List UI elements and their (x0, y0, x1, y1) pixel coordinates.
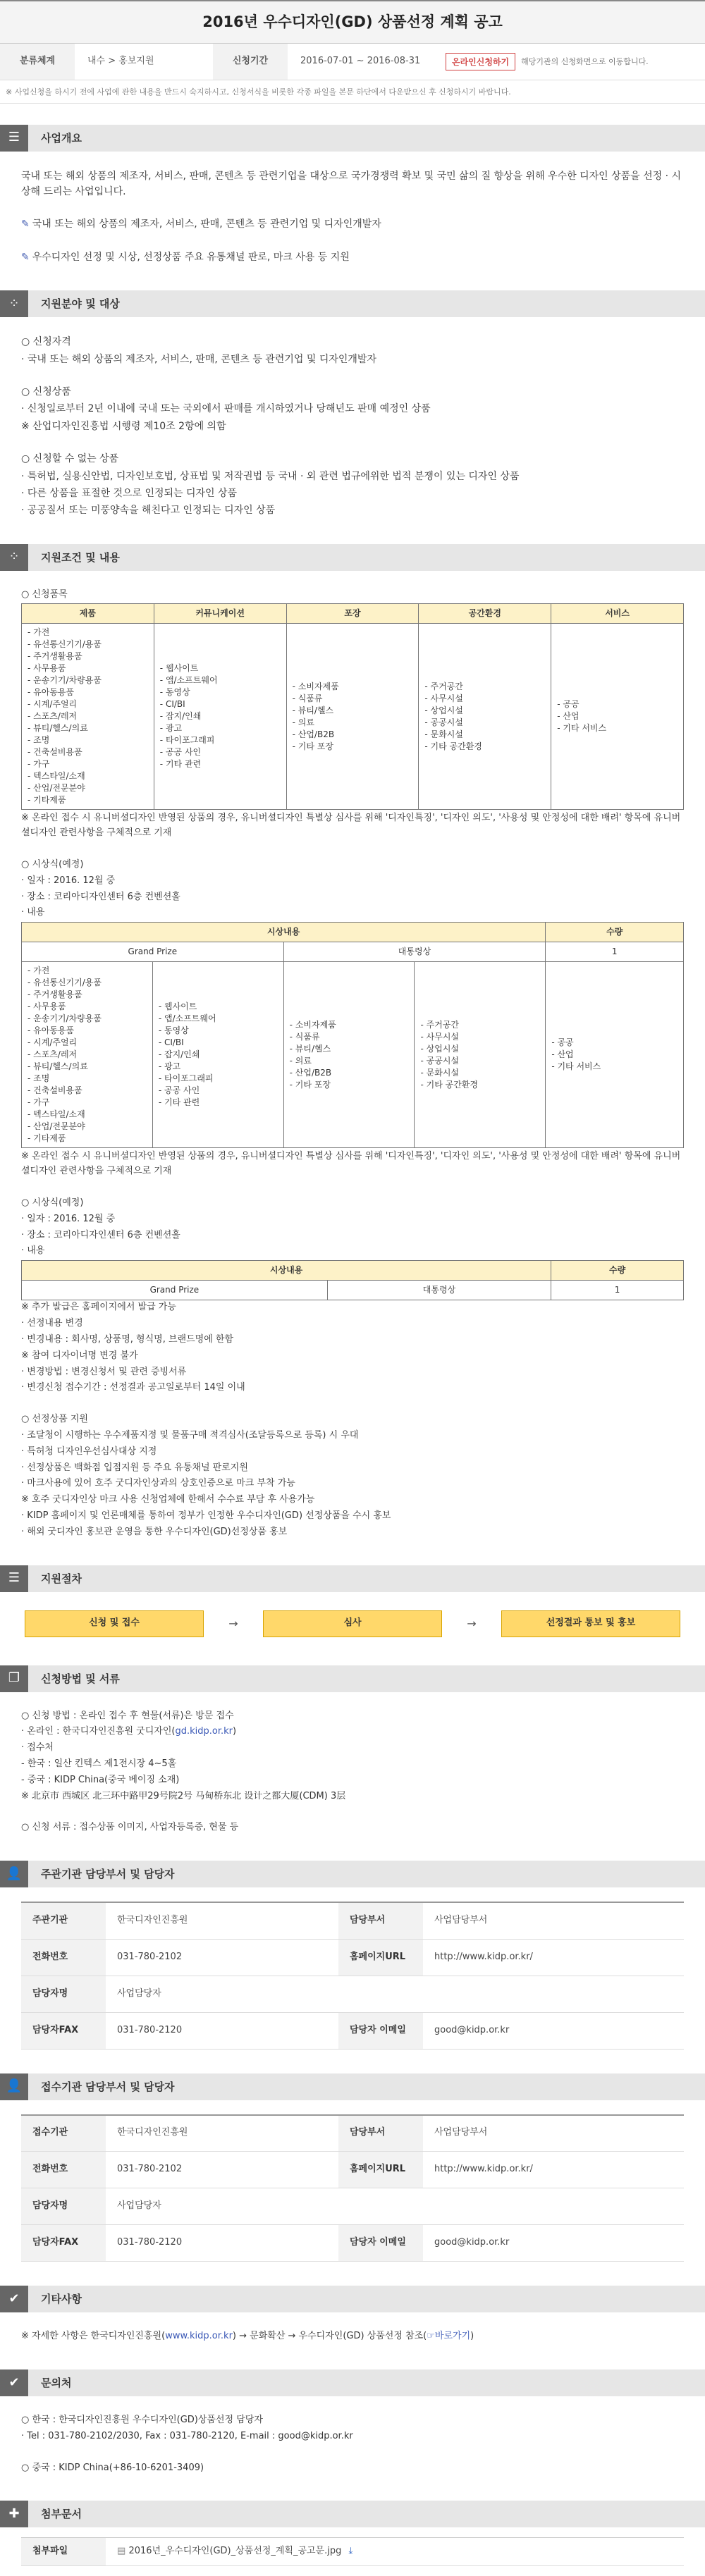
col-space (419, 624, 551, 810)
ux-note: ※ 온라인 접수 시 유니버셜디자인 반영된 상품의 경우, 유니버셜디자인 특별상 심사를 위해 '디자인특징', '디자인 의도', '사용성 및 안정성에 대한 배려' 항목에 유니버셜디자인 관련사항을 구체적으로 기재 (21, 813, 681, 839)
col-product (22, 624, 154, 810)
after-line: ※ 참여 디자이너명 변경 불가 (21, 1350, 138, 1361)
award-cell: 1 (551, 1281, 684, 1300)
items-table (21, 603, 684, 810)
target-line: ○ 신청상품 (21, 386, 71, 398)
list-item: - 주거공간 (424, 681, 463, 691)
target-line: · 공공질서 또는 미풍양속을 해친다고 인정되는 디자인 상품 (21, 505, 276, 517)
list-item: - 산업 (551, 1049, 574, 1060)
list-item: - 기타 포장 (292, 741, 333, 751)
attach-table (21, 2537, 684, 2566)
list-item: - 앱/소프트웨어 (159, 675, 218, 686)
section-title: 문의처 (41, 2376, 72, 2389)
list-item: - 잡지/인쇄 (159, 711, 202, 722)
contact-line: ○ 한국 : 한국디자인진흥원 우수디자인(GD)상품선정 담당자 (21, 2414, 263, 2425)
section-body-target (0, 317, 705, 523)
section-header-attach (0, 2501, 705, 2527)
award-date: · 일자 : 2016. 12월 중 (21, 875, 116, 886)
section-body-etc (0, 2312, 705, 2348)
list-item: - 식품류 (289, 1031, 320, 1042)
agency-value: 사업담당부서 (423, 2115, 684, 2152)
list-item: - 타이포그래피 (159, 735, 215, 746)
table-header: 서비스 (551, 604, 684, 624)
table-header: 포장 (286, 604, 419, 624)
agency-key: 담당자명 (21, 2188, 106, 2225)
agency-value: 031-780-2102 (106, 1939, 338, 1976)
list-item: - 스포츠/레저 (27, 711, 78, 722)
target-line: ○ 신청할 수 없는 상품 (21, 453, 119, 465)
category-value: 내수 > 홍보지원 (87, 56, 154, 67)
section-title: 사업개요 (41, 131, 82, 144)
list-item: - 웹사이트 (159, 663, 199, 674)
award-place: · 장소 : 코리아디자인센터 6층 컨벤션홀 (21, 1229, 180, 1240)
col-space (415, 962, 546, 1148)
award-content: · 내용 (21, 1245, 45, 1257)
award-cell: Grand Prize (22, 942, 284, 962)
support-line: · 선정상품은 백화점 입점지원 등 주요 유통채널 판로지원 (21, 1462, 248, 1473)
list-item: - 주거공간 (420, 1019, 459, 1030)
list-item: - 운송기기/차량용품 (27, 675, 102, 686)
after-line: · 변경신청 접수기간 : 선정결과 공고일로부터 14일 이내 (21, 1382, 245, 1393)
pencil-icon: ✎ (21, 218, 30, 230)
list-item: - 공공 (557, 699, 580, 710)
support-line: · 마크사용에 있어 호주 굿디자인상과의 상호인증으로 마크 부착 가능 (21, 1478, 295, 1489)
apply-online-button[interactable]: 온라인신청하기 (446, 53, 515, 70)
list-item: - 소비자제품 (289, 1019, 336, 1030)
list-item: - 공공 사인 (158, 1085, 200, 1096)
agency-key: 홈페이지URL (338, 1939, 423, 1976)
list-item: - 기타 포장 (289, 1079, 331, 1090)
list-item: - 주거생활용품 (27, 990, 82, 1000)
procedure-step: 선정결과 통보 및 홍보 (501, 1610, 680, 1637)
agency-value: 031-780-2102 (106, 2152, 338, 2188)
ux-note: ※ 온라인 접수 시 유니버셜디자인 반영된 상품의 경우, 유니버셜디자인 특별상 심사를 위해 '디자인특징', '디자인 의도', '사용성 및 안정성에 대한 배려' 항목에 유니버셜디자인 관련사항을 구체적으로 기재 (21, 1151, 681, 1177)
agency-value: http://www.kidp.or.kr/ (423, 2152, 684, 2188)
list-item: - 시계/주얼리 (27, 699, 78, 710)
list-item: - 건축설비용품 (27, 1085, 82, 1096)
list-item: - 산업 (557, 711, 580, 722)
section-body-method (0, 1692, 705, 1840)
col-service (551, 624, 684, 810)
agency-value: 031-780-2120 (106, 2225, 338, 2262)
agency-table (21, 2114, 684, 2262)
attach-key: 첨부파일 (21, 2538, 106, 2566)
award-place: · 장소 : 코리아디자인센터 6층 컨벤션홀 (21, 891, 180, 902)
agency-key: 홈페이지URL (338, 2152, 423, 2188)
list-item: - 기타 공간환경 (420, 1079, 478, 1090)
list-item: - 기타제품 (27, 1133, 66, 1144)
list-item: - 조명 (27, 735, 50, 746)
list-item: - CI/BI (159, 699, 185, 710)
overview-point: ✎ 국내 또는 해외 상품의 제조자, 서비스, 판매, 콘텐츠 등 관련기업 및 디자인개발자 (21, 218, 381, 230)
col-communication (154, 624, 286, 810)
method-line: - 중국 : KIDP China(중국 베이징 소재) (21, 1774, 180, 1785)
list-item: - 뷰티/헬스 (292, 705, 334, 715)
list-item: - 뷰티/헬스 (289, 1043, 331, 1054)
agency-value: http://www.kidp.or.kr/ (423, 1939, 684, 1976)
check-icon: ✔ (0, 2369, 28, 2396)
method-line: ○ 신청 방법 : 온라인 접수 후 현물(서류)은 방문 접수 (21, 1710, 234, 1721)
award-label: ○ 시상식(예정) (21, 1197, 84, 1209)
section-header-etc (0, 2286, 705, 2312)
method-line: · 접수처 (21, 1742, 54, 1754)
list-item: - 광고 (159, 723, 183, 734)
target-line: · 특허법, 실용신안법, 디자인보호법, 상표법 및 저작권법 등 국내 · 외 관련 법규에위한 법적 분쟁이 있는 디자인 상품 (21, 470, 520, 482)
list-item: - 타이포그래피 (158, 1073, 214, 1084)
section-title: 지원조건 및 내용 (41, 550, 120, 564)
award-table (21, 922, 684, 1148)
page-title: 2016년 우수디자인(GD) 상품선정 계획 공고 (0, 0, 705, 44)
list-item: - 기타제품 (27, 795, 66, 806)
table-header: 제품 (22, 604, 154, 624)
after-line: · 선정내용 변경 (21, 1318, 83, 1329)
list-item: - 사무시설 (420, 1031, 459, 1042)
method-line: · 온라인 : 한국디자인진흥원 굿디자인(gd.kidp.or.kr) (21, 1726, 237, 1737)
procedure-step: 심사 (263, 1610, 442, 1637)
section-body-contact (0, 2396, 705, 2479)
table-header: 시상내용 (22, 1261, 551, 1281)
download-icon[interactable]: ⤓ (348, 2546, 353, 2557)
section-title: 첨부문서 (41, 2508, 82, 2521)
list-item: - 동영상 (158, 1025, 189, 1036)
list-item: - 공공 (551, 1037, 574, 1048)
info-row (0, 44, 705, 80)
list-item: - 뷰티/헬스/의료 (27, 723, 88, 734)
section-title: 기타사항 (41, 2293, 82, 2306)
target-line: · 국내 또는 해외 상품의 제조자, 서비스, 판매, 콘텐츠 등 관련기업 및 디자인개발자 (21, 353, 376, 365)
contact-line: ○ 중국 : KIDP China(+86-10-6201-3409) (21, 2462, 204, 2473)
person-icon: 👤 (0, 1861, 28, 1887)
award-cell: 대통령상 (327, 1281, 551, 1300)
table-header: 공간환경 (419, 604, 551, 624)
list-item: - 기타 서비스 (551, 1061, 601, 1072)
list-item: - 가구 (27, 759, 50, 770)
table-header: 수량 (551, 1261, 684, 1281)
list-item: - 운송기기/차량용품 (27, 1013, 102, 1024)
agency-key: 전화번호 (21, 1939, 106, 1976)
agency-key: 접수기관 (21, 2115, 106, 2152)
items-label: ○ 신청품목 (21, 588, 68, 600)
check-icon: ✔ (0, 2286, 28, 2312)
list-item: - 상업시설 (420, 1043, 459, 1054)
list-item: - 산업/B2B (292, 729, 335, 739)
list-icon: ☰ (0, 1565, 28, 1592)
list-item: - 뷰티/헬스/의료 (27, 1061, 88, 1072)
agency-key: 담당자FAX (21, 2225, 106, 2262)
section-header-method (0, 1665, 705, 1692)
method-line: - 한국 : 일산 킨텍스 제1전시장 4~5홀 (21, 1758, 177, 1769)
agency-key: 담당자 이메일 (338, 2225, 423, 2262)
agency-key: 담당자 이메일 (338, 2012, 423, 2049)
agency-table (21, 1902, 684, 2050)
method-line: ○ 신청 서류 : 접수상품 이미지, 사업자등록증, 현물 등 (21, 1822, 239, 1833)
attachment-link[interactable]: 2016년_우수디자인(GD)_상품선정_계획_공고문.jpg (128, 2546, 342, 2557)
col-packaging (286, 624, 419, 810)
support-line: · 해외 굿디자인 홍보관 운영을 통한 우수디자인(GD)선정상품 홍보 (21, 1526, 288, 1537)
list-item: - 앱/소프트웨어 (158, 1013, 216, 1024)
period-value: 2016-07-01 ~ 2016-08-31 (300, 56, 421, 67)
table-header: 수량 (546, 923, 684, 942)
section-header-agency (0, 1861, 705, 1887)
section-title: 신청방법 및 서류 (41, 1672, 120, 1685)
section-header-procedure (0, 1565, 705, 1592)
list-item: - 가구 (27, 1097, 50, 1108)
table-header: 커뮤니케이션 (154, 604, 286, 624)
kidp-site-link[interactable]: www.kidp.or.kr (165, 2331, 233, 2342)
agency-key: 담당부서 (338, 2115, 423, 2152)
pencil-icon: ✎ (21, 251, 30, 263)
procedure-flow (21, 1610, 684, 1637)
list-item: - 기타 서비스 (557, 723, 607, 734)
list-item: - 잡지/인쇄 (158, 1049, 200, 1060)
list-item: - 기타 공간환경 (424, 741, 482, 751)
support-line: · 조달청이 시행하는 우수제품지정 및 물품구매 적격심사(조달등록으로 등록) 시 우대 (21, 1429, 359, 1441)
section-body-agency2 (0, 2100, 705, 2265)
list-item: - 의료 (289, 1055, 312, 1066)
section-body-procedure (0, 1592, 705, 1644)
section-header-conditions (0, 544, 705, 571)
award-cell: 1 (546, 942, 684, 962)
col-service (546, 962, 684, 1148)
period-label: 신청기간 (213, 44, 288, 80)
overview-point: ✎ 우수디자인 선정 및 시상, 선정상품 주요 유통채널 판로, 마크 사용 등 지원 (21, 251, 350, 263)
section-header-target (0, 290, 705, 317)
list-item: - 텍스타일/소재 (27, 1109, 85, 1120)
overview-intro: 국내 또는 해외 상품의 제조자, 서비스, 판매, 콘텐츠 등 관련기업을 대상으로 국가경쟁력 확보 및 국민 삶의 질 향상을 위해 우수한 디자인 상품을 선정 · 시상해 드리는 사업입니다. (21, 170, 682, 197)
category-label: 분류체계 (0, 44, 75, 80)
award-date: · 일자 : 2016. 12월 중 (21, 1213, 116, 1224)
agency-value: good@kidp.or.kr (423, 2012, 684, 2049)
notice: ※ 사업신청을 하시기 전에 사업에 관한 내용을 반드시 숙지하시고, 신청서식을 비롯한 각종 파일을 본문 하단에서 다운받으신 후 신청하시기 바랍니다. (0, 80, 705, 104)
list-item: - 공공시설 (424, 717, 463, 727)
arrow-right-icon: → (228, 1616, 238, 1630)
section-title: 접수기관 담당부서 및 담당자 (41, 2080, 175, 2093)
agency-value: 사업담당자 (106, 1976, 684, 2012)
section-body-attach (0, 2527, 705, 2576)
after-line: ※ 추가 발급은 홈페이지에서 발급 가능 (21, 1302, 176, 1313)
list-item: - 유선통신기기/용품 (27, 978, 102, 988)
agency-key: 주관기관 (21, 1902, 106, 1939)
table-header: 시상내용 (22, 923, 546, 942)
list-item: - 동영상 (159, 687, 190, 698)
col-packaging (283, 962, 415, 1148)
plus-icon: ✚ (0, 2501, 28, 2527)
arrow-right-icon: → (467, 1616, 477, 1630)
section-title: 주관기관 담당부서 및 담당자 (41, 1868, 175, 1881)
target-line: ※ 산업디자인진흥법 시행령 제10조 2항에 의함 (21, 420, 226, 432)
list-item: - 건축설비용품 (27, 747, 82, 758)
agency-value: 031-780-2120 (106, 2012, 338, 2049)
list-item: - 산업/전문분야 (27, 783, 85, 794)
list-item: - 공공 사인 (159, 747, 202, 758)
list-item: - 유선통신기기/용품 (27, 639, 102, 650)
list-item: - 광고 (158, 1061, 181, 1072)
go-link[interactable]: ☞바로가기 (427, 2331, 471, 2342)
agency-key: 담당자명 (21, 1976, 106, 2012)
list-item: - 유아동용품 (27, 1025, 75, 1036)
list-item: - 공공시설 (420, 1055, 459, 1066)
list-item: - 웹사이트 (158, 1002, 197, 1012)
after-line: · 변경내용 : 회사명, 상품명, 형식명, 브랜드명에 한함 (21, 1334, 233, 1345)
etc-line: ※ 자세한 사항은 한국디자인진흥원(www.kidp.or.kr) → 문화확산 → 우수디자인(GD) 상품선정 참조(☞바로가기) (21, 2331, 474, 2342)
list-item: - 산업/전문분야 (27, 1121, 85, 1132)
section-title: 지원절차 (41, 1572, 82, 1585)
docs-icon: ❐ (0, 1665, 28, 1692)
list-item: - 텍스타일/소재 (27, 771, 85, 782)
list-item: - 상업시설 (424, 705, 463, 715)
support-label: ○ 선정상품 지원 (21, 1414, 88, 1425)
list-item: - 스포츠/레저 (27, 1049, 78, 1060)
list-item: - 소비자제품 (292, 681, 339, 691)
attach-value (106, 2538, 684, 2566)
list-item: - 가전 (27, 627, 50, 638)
contact-line: · Tel : 031-780-2102/2030, Fax : 031-780-2120, E-mail : good@kidp.or.kr (21, 2430, 353, 2441)
support-line: ※ 호주 굿디자인상 마크 사용 신청업체에 한해서 수수료 부담 후 사용가능 (21, 1494, 315, 1505)
list-item: - 사무용품 (27, 1002, 66, 1012)
list-item: - 의료 (292, 717, 314, 727)
list-item: - 유아동용품 (27, 687, 75, 698)
section-header-agency2 (0, 2073, 705, 2100)
agency-value: 한국디자인진흥원 (106, 1902, 338, 1939)
list-icon: ☰ (0, 125, 28, 152)
support-line: · KIDP 홈페이지 및 언론매체를 통하여 정부가 인정한 우수디자인(GD) 선정상품을 수시 홍보 (21, 1510, 391, 1521)
procedure-step: 신청 및 접수 (25, 1610, 204, 1637)
award-cell: Grand Prize (22, 1281, 328, 1300)
target-line: · 신청일로부터 2년 이내에 국내 또는 국외에서 판매를 개시하였거나 당해년도 판매 예정인 상품 (21, 403, 431, 415)
award-table-2 (21, 1260, 684, 1300)
section-body-agency (0, 1887, 705, 2052)
after-line: · 변경방법 : 변경신청서 및 관련 증빙서류 (21, 1366, 187, 1377)
list-item: - 문화시설 (424, 729, 463, 739)
gd-site-link[interactable]: gd.kidp.or.kr (175, 1726, 233, 1737)
col-communication (152, 962, 283, 1148)
award-content: · 내용 (21, 907, 45, 918)
support-line: · 특허청 디자인우선심사대상 지정 (21, 1446, 157, 1457)
agency-key: 담당부서 (338, 1902, 423, 1939)
target-line: · 다른 상품을 표절한 것으로 인정되는 디자인 상품 (21, 487, 238, 499)
method-line: ※ 北京市 西城区 北三环中路甲29号院2号 马甸桥东北 设计之都大厦(CDM) 3层 (21, 1790, 346, 1801)
agency-value: good@kidp.or.kr (423, 2225, 684, 2262)
col-product (22, 962, 153, 1148)
agency-key: 전화번호 (21, 2152, 106, 2188)
list-item: - 가전 (27, 966, 50, 976)
list-item: - 산업/B2B (289, 1067, 332, 1078)
list-item: - 기타 관련 (159, 759, 202, 770)
list-item: - 조명 (27, 1073, 50, 1084)
section-body-conditions (0, 571, 705, 1544)
list-item: - 시계/주얼리 (27, 1037, 78, 1048)
award-label: ○ 시상식(예정) (21, 859, 84, 870)
agency-value: 사업담당부서 (423, 1902, 684, 1939)
section-header-contact (0, 2369, 705, 2396)
agency-value: 사업담당자 (106, 2188, 684, 2225)
list-item: - CI/BI (158, 1037, 184, 1048)
list-item: - 문화시설 (420, 1067, 459, 1078)
list-item: - 사무시설 (424, 693, 463, 703)
list-item: - 식품류 (292, 693, 323, 703)
section-body-overview (0, 152, 705, 270)
list-item: - 주거생활용품 (27, 651, 82, 662)
apply-note: 해당기관의 신청화면으로 이동합니다. (521, 56, 649, 66)
agency-key: 담당자FAX (21, 2012, 106, 2049)
agency-value: 한국디자인진흥원 (106, 2115, 338, 2152)
section-title: 지원분야 및 대상 (41, 297, 120, 311)
target-line: ○ 신청자격 (21, 336, 71, 348)
award-cell: 대통령상 (283, 942, 546, 962)
list-item: - 사무용품 (27, 663, 66, 674)
list-item: - 기타 관련 (158, 1097, 200, 1108)
dots-icon: ⁘ (0, 290, 28, 317)
dots-icon: ⁘ (0, 544, 28, 571)
section-header-overview (0, 125, 705, 152)
file-icon: ▤ (117, 2546, 126, 2557)
person-icon: 👤 (0, 2073, 28, 2100)
